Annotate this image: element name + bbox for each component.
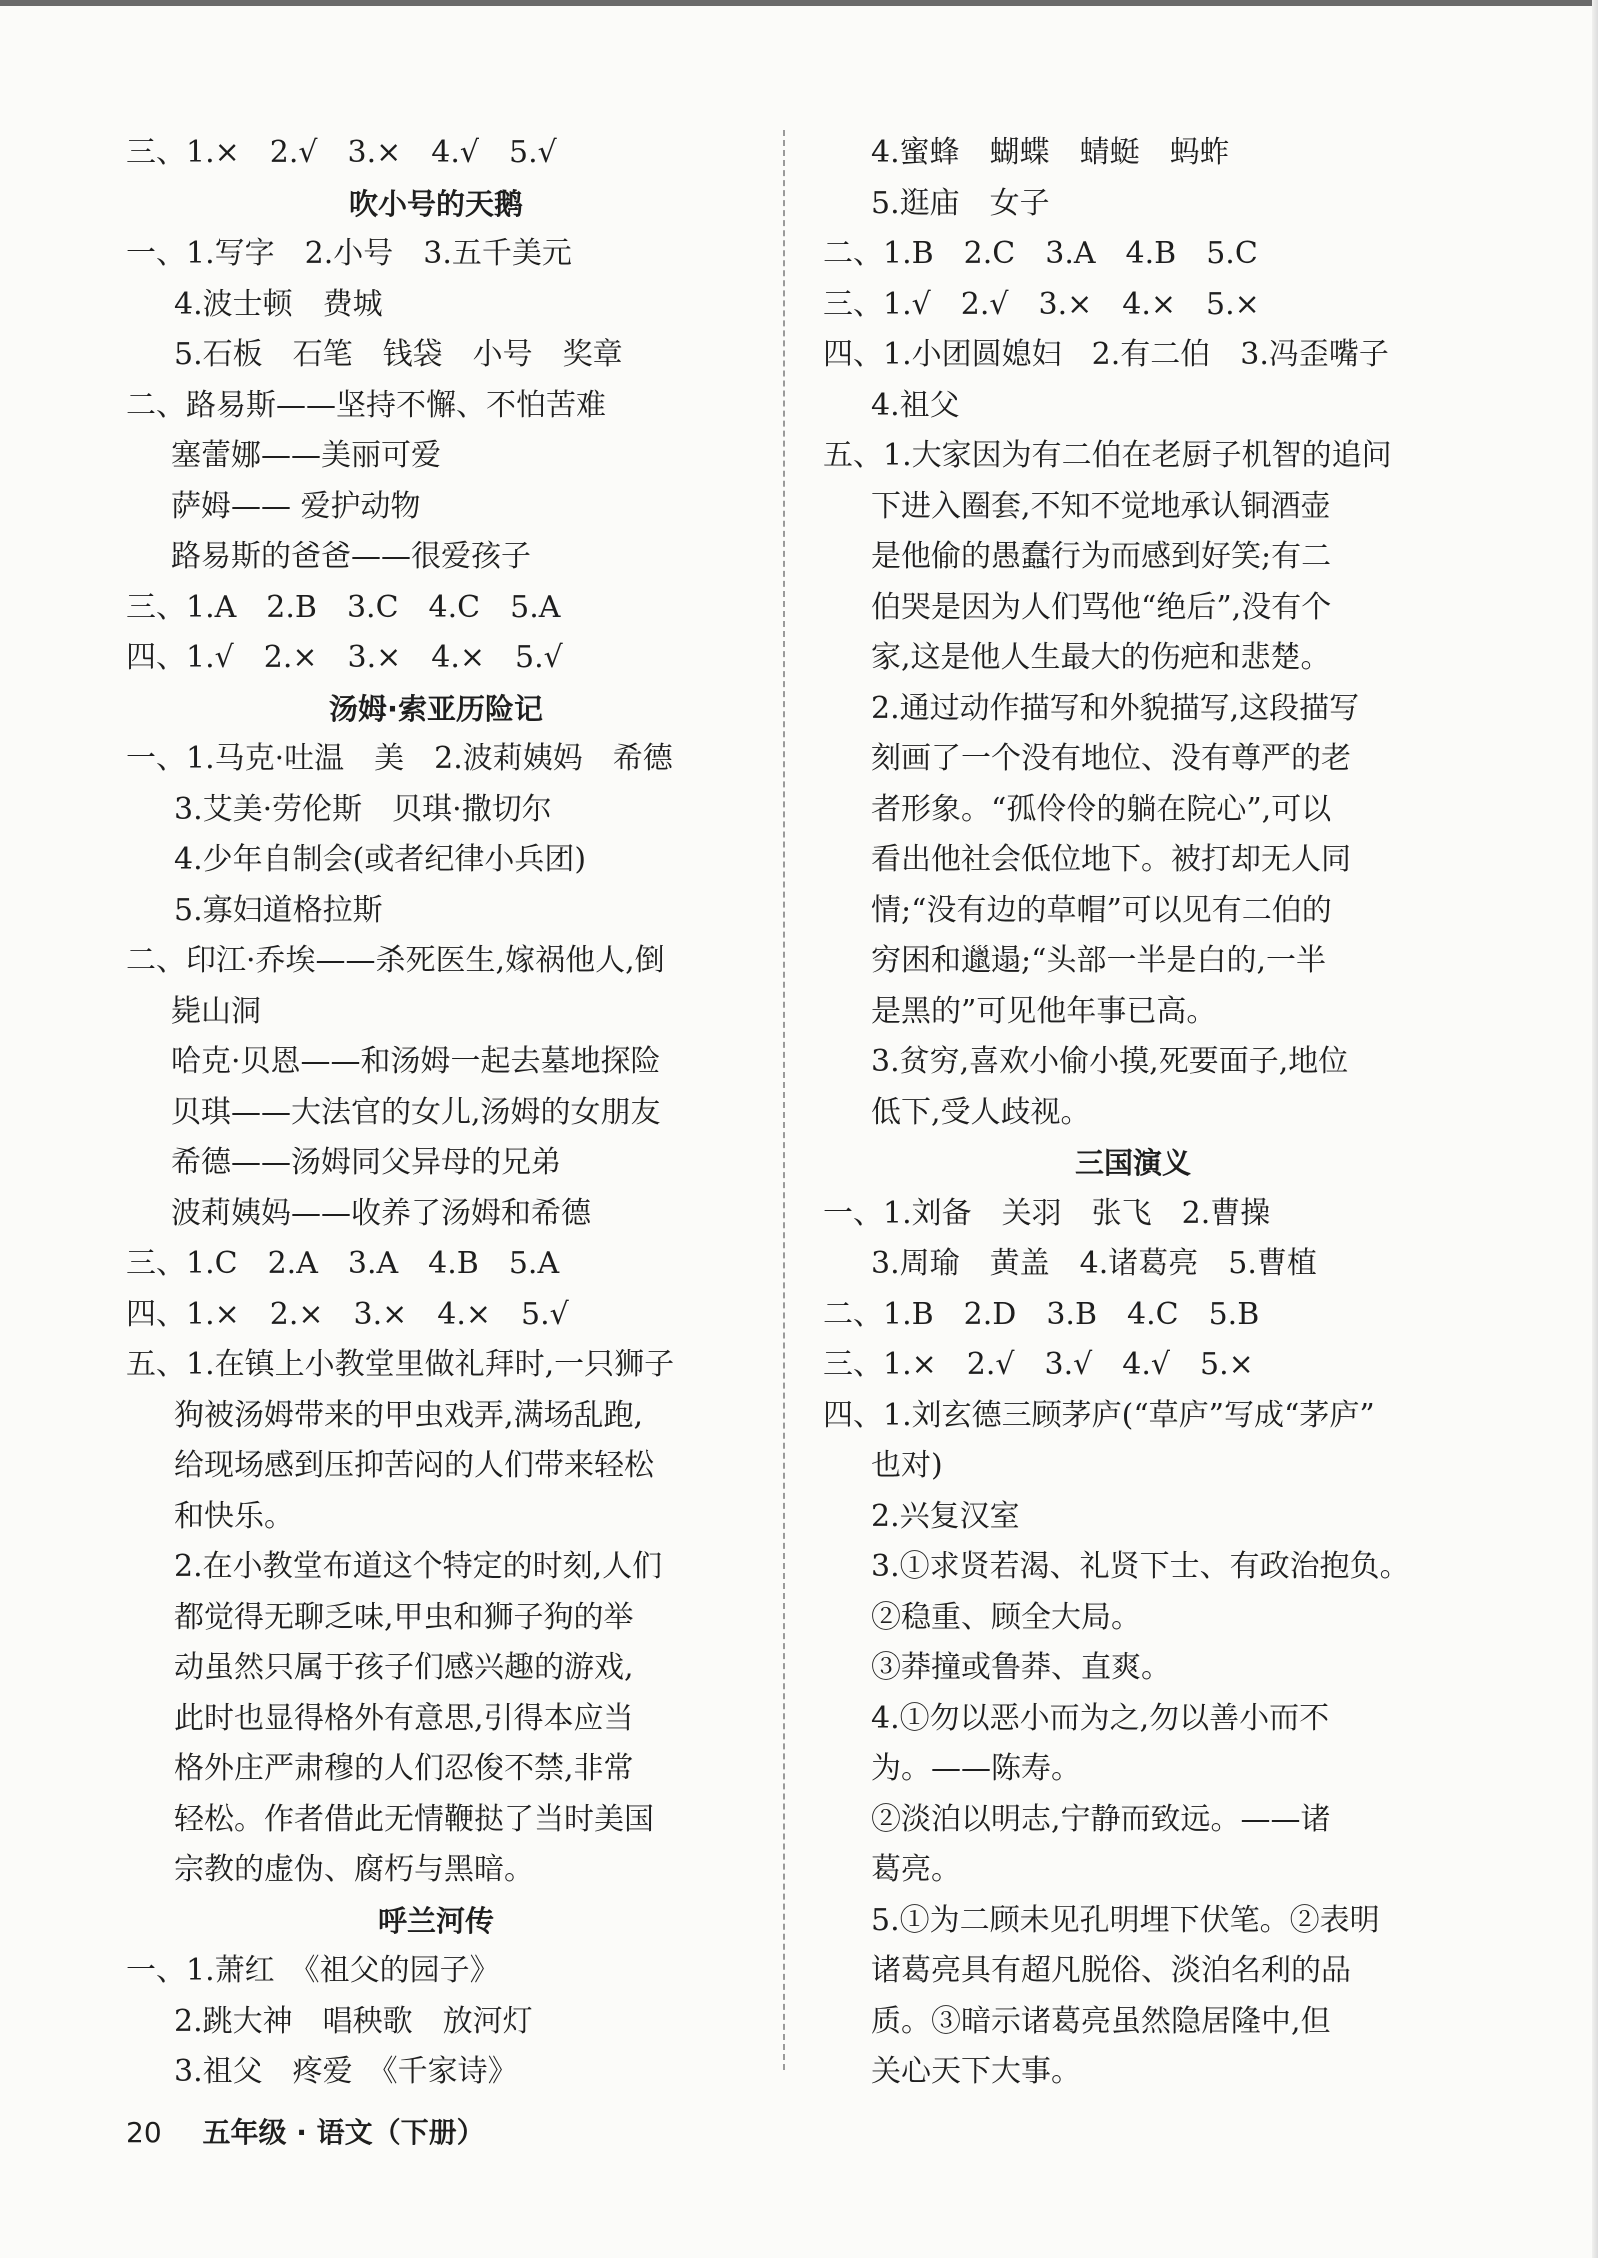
answer-line: 此时也显得格外有意思,引得本应当 [174, 1700, 634, 1736]
answer-line: 关心天下大事。 [871, 2054, 1081, 2089]
answer-line: 3.艾美·劳伦斯 贝琪·撒切尔 [174, 791, 552, 827]
answer-line: 一、1.马克·吐温 美 2.波莉姨妈 希德 [126, 741, 673, 776]
answer-line: 是黑的”可见他年事已高。 [871, 993, 1217, 1029]
answer-line: 3.贫穷,喜欢小偷小摸,死要面子,地位 [871, 1044, 1349, 1079]
answer-line: 五、1.在镇上小教堂里做礼拜时,一只狮子 [126, 1347, 675, 1382]
answer-line: 希德——汤姆同父异母的兄弟 [171, 1145, 561, 1180]
answer-line: ③莽撞或鲁莽、直爽。 [871, 1650, 1171, 1685]
answer-line: 是他偷的愚蠢行为而感到好笑;有二 [871, 539, 1332, 574]
answer-line: 轻松。作者借此无情鞭挞了当时美国 [174, 1801, 654, 1837]
answer-line: 4.蜜蜂 蝴蝶 蜻蜓 蚂蚱 [871, 135, 1230, 170]
answer-line: 4.①勿以恶小而为之,勿以善小而不 [871, 1700, 1330, 1736]
answer-line: 4.祖父 [871, 387, 960, 423]
answer-line: 伯哭是因为人们骂他“绝后”,没有个 [871, 589, 1332, 625]
answer-line: 都觉得无聊乏味,甲虫和狮子狗的举 [174, 1599, 634, 1635]
answer-line: 4.少年自制会(或者纪律小兵团) [174, 842, 587, 877]
section-heading: 呼兰河传 [377, 1903, 494, 1938]
answer-line: 萨姆—— 爱护动物 [171, 488, 421, 524]
answer-line: 3.祖父 疼爱 《千家诗》 [174, 2054, 518, 2089]
answer-line: 5.石板 石笔 钱袋 小号 奖章 [174, 337, 623, 372]
answer-line: 下进入圈套,不知不觉地承认铜酒壶 [871, 488, 1331, 524]
answer-line: 狗被汤姆带来的甲虫戏弄,满场乱跑, [174, 1397, 644, 1433]
answer-line: 刻画了一个没有地位、没有尊严的老 [871, 741, 1351, 776]
page-footer [126, 2111, 485, 2151]
answer-line: 五、1.大家因为有二伯在老厨子机智的追问 [823, 438, 1392, 473]
answer-line: 哈克·贝恩——和汤姆一起去墓地探险 [171, 1044, 661, 1079]
answer-line: 路易斯的爸爸——很爱孩子 [171, 539, 531, 574]
answer-line: 四、1.× 2.× 3.× 4.× 5.√ [126, 1296, 569, 1332]
answer-line: 格外庄严肃穆的人们忍俊不禁,非常 [174, 1751, 634, 1786]
answer-line: 也对) [871, 1448, 943, 1483]
answer-line: 塞蕾娜——美丽可爱 [171, 438, 441, 473]
answer-line: 5.逛庙 女子 [871, 185, 1050, 221]
answer-line: 和快乐。 [174, 1498, 294, 1534]
answer-line: 二、1.B 2.D 3.B 4.C 5.B [823, 1296, 1260, 1332]
answer-line: 诸葛亮具有超凡脱俗、淡泊名利的品 [871, 1953, 1351, 1988]
answer-line: 葛亮。 [871, 1852, 961, 1887]
answer-line: 宗教的虚伪、腐朽与黑暗。 [174, 1852, 534, 1887]
answer-line: 2.在小教堂布道这个特定的时刻,人们 [174, 1549, 663, 1584]
answer-line: 看出他社会低位地下。被打却无人同 [871, 842, 1351, 877]
answer-line: 3.周瑜 黄盖 4.诸葛亮 5.曹植 [871, 1246, 1317, 1281]
answer-line: 2.跳大神 唱秧歌 放河灯 [174, 2003, 533, 2039]
answer-line: 四、1.√ 2.× 3.× 4.× 5.√ [126, 640, 563, 675]
answer-line: 二、路易斯——坚持不懈、不怕苦难 [126, 387, 606, 423]
answer-line: 低下,受人歧视。 [871, 1094, 1091, 1130]
answer-line: 一、1.写字 2.小号 3.五千美元 [126, 236, 572, 271]
answer-line: ②淡泊以明志,宁静而致远。——诸 [871, 1801, 1331, 1837]
right-answer-column [823, 128, 1443, 2098]
answer-line: 四、1.小团圆媳妇 2.有二伯 3.冯歪嘴子 [823, 337, 1389, 372]
answer-line: 质。③暗示诸葛亮虽然隐居隆中,但 [871, 2003, 1331, 2039]
answer-line: 给现场感到压抑苦闷的人们带来轻松 [174, 1448, 654, 1483]
answer-line: 四、1.刘玄德三顾茅庐(“草庐”写成“茅庐” [823, 1397, 1375, 1433]
answer-line: 3.①求贤若渴、礼贤下士、有政治抱负。 [871, 1549, 1410, 1584]
section-heading: 汤姆·索亚历险记 [328, 691, 544, 726]
answer-line: 三、1.C 2.A 3.A 4.B 5.A [126, 1246, 560, 1281]
answer-line: 一、1.萧红 《祖父的园子》 [126, 1953, 500, 1988]
section-heading: 三国演义 [1074, 1146, 1191, 1180]
answer-line: 三、1.A 2.B 3.C 4.C 5.A [126, 589, 561, 625]
answer-line: 2.通过动作描写和外貌描写,这段描写 [871, 690, 1360, 726]
answer-line: 者形象。“孤伶伶的躺在院心”,可以 [871, 791, 1332, 827]
left-answer-column [126, 128, 746, 2098]
answer-line: 二、1.B 2.C 3.A 4.B 5.C [823, 236, 1258, 271]
answer-line: 三、1.× 2.√ 3.√ 4.√ 5.× [823, 1347, 1254, 1382]
answer-line: 三、1.× 2.√ 3.× 4.√ 5.√ [126, 135, 557, 170]
answer-line: 家,这是他人生最大的伤疤和悲楚。 [871, 640, 1331, 675]
answer-line: 二、印江·乔埃——杀死医生,嫁祸他人,倒 [126, 943, 665, 978]
answer-line: 穷困和邋遢;“头部一半是白的,一半 [871, 943, 1326, 978]
answer-line: 为。——陈寿。 [871, 1751, 1081, 1786]
column-divider [783, 130, 785, 2070]
answer-line: 三、1.√ 2.√ 3.× 4.× 5.× [823, 286, 1260, 322]
page-number: 20 [126, 2116, 162, 2149]
answer-line: 4.波士顿 费城 [174, 286, 383, 322]
answer-line: 一、1.刘备 关羽 张飞 2.曹操 [823, 1195, 1271, 1231]
answer-line: 5.①为二顾未见孔明埋下伏笔。②表明 [871, 1902, 1380, 1938]
answer-line: 5.寡妇道格拉斯 [174, 892, 383, 928]
answer-line: 动虽然只属于孩子们感兴趣的游戏, [174, 1650, 634, 1685]
section-heading: 吹小号的天鹅 [348, 186, 523, 221]
answer-line: 贝琪——大法官的女儿,汤姆的女朋友 [171, 1094, 661, 1130]
answer-line: 毙山洞 [171, 993, 261, 1029]
answer-line: 情;“没有边的草帽”可以见有二伯的 [871, 892, 1332, 928]
answer-line: 波莉姨妈——收养了汤姆和希德 [171, 1195, 591, 1231]
answer-line: 2.兴复汉室 [871, 1498, 1020, 1534]
answer-line: ②稳重、顾全大局。 [871, 1599, 1141, 1635]
footer-title: 五年级 · 语文（下册） [202, 2116, 485, 2149]
page-edge-shadow [1592, 0, 1598, 2258]
top-border [0, 0, 1598, 6]
